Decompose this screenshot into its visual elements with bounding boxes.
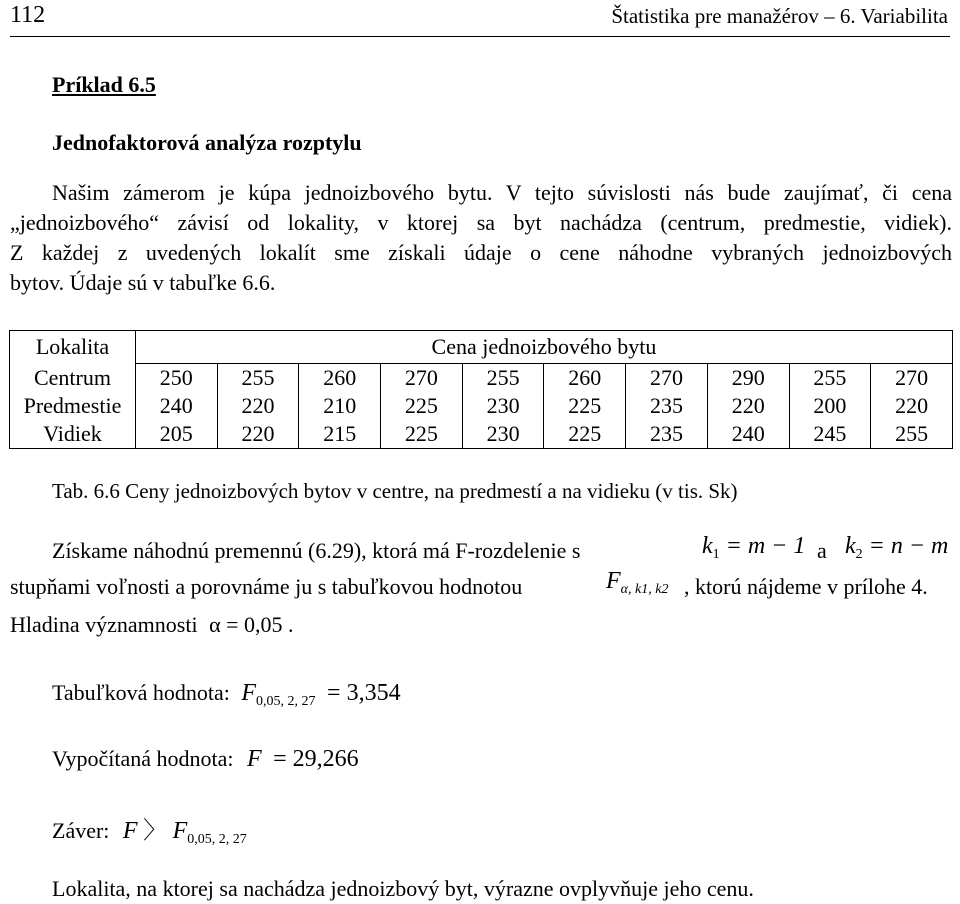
row-label: Vidiek (10, 420, 136, 449)
table-cell: 235 (626, 420, 708, 449)
table-cell: 220 (707, 392, 789, 420)
page-number: 112 (10, 2, 46, 28)
computed-value-label: Vypočítaná hodnota: (52, 746, 234, 771)
method-text: stupňami voľnosti a porovnáme ju s tabuľkovou hodnotou (10, 574, 523, 599)
significance-label: Hladina významnosti (10, 612, 198, 637)
table-cell: 270 (626, 364, 708, 393)
table-cell: 255 (871, 420, 953, 449)
table-cell: 270 (381, 364, 463, 393)
table-cell: 215 (299, 420, 381, 449)
k2-formula: $k_2 = n - m$ (845, 533, 949, 562)
table-cell: 250 (135, 364, 217, 393)
method-line-2-rest: , ktorú nájdeme v prílohe 4. (684, 574, 928, 599)
table-cell: 225 (381, 392, 463, 420)
running-title: Štatistika pre manažérov – 6. Variabilita (611, 4, 948, 28)
table-cell: 225 (544, 420, 626, 449)
table-row (10, 420, 953, 449)
table-value-line: Tabuľková hodnota: $F_{0,05, 2, 27} = 3,354$ (52, 680, 401, 709)
table-caption: Tab. 6.6 Ceny jednoizbových bytov v centre, na predmestí a na vidieku (v tis. Sk) (52, 479, 738, 503)
computed-value-line: Vypočítaná hodnota: F = 29,266 (52, 746, 359, 772)
table-cell: 230 (462, 392, 544, 420)
table-cell: 225 (381, 420, 463, 449)
intro-line: Našim zámerom je kúpa jednoizbového bytu. V tejto súvislosti nás bude zaujímať, či cena (52, 180, 952, 205)
table-cell: 210 (299, 392, 381, 420)
table-cell: 260 (544, 364, 626, 393)
table-cell: 230 (462, 420, 544, 449)
example-title: Jednofaktorová analýza rozptylu (52, 130, 362, 155)
method-line-3 (10, 612, 294, 638)
table-cell: 205 (135, 420, 217, 449)
computed-value: = 29,266 (273, 746, 359, 772)
f-critical-formula: $F_{\alpha, k1, k2}$ (606, 568, 669, 597)
intro-paragraph (10, 178, 952, 298)
example-label: Príklad 6.5 (52, 72, 156, 97)
table-cell: 240 (707, 420, 789, 449)
table-cell: 240 (135, 392, 217, 420)
table-cell: 270 (871, 364, 953, 393)
table-cell: 290 (707, 364, 789, 393)
col-header-cell: Cena jednoizbového bytu (135, 331, 952, 364)
method-text: Získame náhodnú premennú (6.29), ktorá má F-rozdelenie s (52, 538, 581, 563)
and-word: a (817, 538, 827, 563)
intro-line: „jednoizbového“ závisí od lokality, v ktorej sa byt nachádza (centrum, predmestie, vidiek). (10, 210, 952, 235)
table-cell: 255 (789, 364, 871, 393)
table-cell: 225 (544, 392, 626, 420)
table-value: = 3,354 (327, 680, 401, 706)
table-cell: 200 (789, 392, 871, 420)
table-cell: 220 (217, 420, 299, 449)
table-cell: 255 (462, 364, 544, 393)
method-line-2 (10, 574, 522, 600)
table-cell: 260 (299, 364, 381, 393)
k1-formula: $k_1 = m - 1$ (702, 533, 806, 562)
table-value-label: Tabuľková hodnota: (52, 680, 230, 705)
table-cell: 255 (217, 364, 299, 393)
row-header-cell: Lokalita (10, 331, 136, 364)
intro-line: bytov. Údaje sú v tabuľke 6.6. (10, 270, 276, 295)
conclusion-line: Záver: F 〉 $F_{0,05, 2, 27}$ (52, 818, 247, 847)
final-statement: Lokalita, na ktorej sa nachádza jednoizbový byt, výrazne ovplyvňuje jeho cenu. (52, 876, 754, 901)
table-row (10, 364, 953, 393)
method-line-1 (52, 538, 580, 564)
alpha-value: α = 0,05 . (209, 612, 294, 637)
table-cell: 220 (217, 392, 299, 420)
header-rule (10, 36, 950, 37)
intro-line: Z každej z uvedených lokalít sme získali údaje o cene náhodne vybraných jednoizbových (10, 240, 952, 265)
table-row (10, 392, 953, 420)
table-cell: 220 (871, 392, 953, 420)
table-cell: 245 (789, 420, 871, 449)
price-table (9, 330, 953, 449)
greater-than-symbol: 〉 (143, 818, 168, 844)
row-label: Centrum (10, 364, 136, 393)
conclusion-label: Záver: (52, 818, 110, 843)
table-cell: 235 (626, 392, 708, 420)
row-label: Predmestie (10, 392, 136, 420)
